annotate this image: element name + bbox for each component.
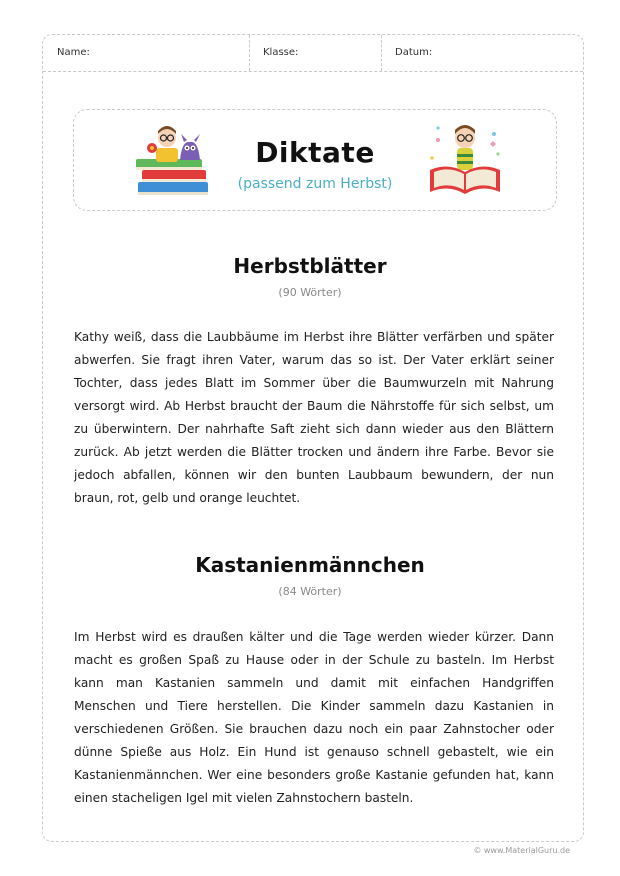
word-count-herbstblaetter: (90 Wörter) [278, 286, 342, 299]
section-heading-herbstblaetter: Herbstblätter [233, 254, 387, 278]
footer-copyright: © www.MaterialGuru.de [473, 846, 570, 855]
title-box [73, 109, 557, 211]
class-label: Klasse: [263, 47, 299, 58]
page-title: Diktate [255, 136, 375, 169]
date-label: Datum: [395, 47, 433, 58]
name-label: Name: [57, 47, 90, 58]
word-count-kastanienmaennchen: (84 Wörter) [278, 585, 342, 598]
header-divider [249, 35, 250, 71]
header-divider [381, 35, 382, 71]
page-subtitle: (passend zum Herbst) [237, 176, 393, 192]
section-heading-kastanienmaennchen: Kastanienmännchen [195, 553, 425, 577]
kid-reading-book-icon [424, 120, 506, 198]
header-row [43, 35, 583, 72]
dictation-text-herbstblaetter: Kathy weiß, dass die Laubbäume im Herbst ihre Blätter verfärben und später abwerfen. Sie fragt ihren Vater, warum das so ist. Der Vater erklärt seiner Tochter, dass jedes Blatt im Sommer über die Baumwurzeln mit Nahrung versorgt wird. Ab Herbst braucht der Baum die Nährstoffe für sich selbst, um zu überwintern. Der nahrhafte Saft zieht sich dann wieder aus den Blättern zurück. Ab jetzt werden die Blätter trocken und ändern ihre Farbe. Bevor sie jedoch abfallen, können wir den bunten Laubbaum bewundern, der nun braun, rot, gelb und orange leuchtet. [74, 330, 554, 505]
dictation-text-kastanienmaennchen: Im Herbst wird es draußen kälter und die Tage werden wieder kürzer. Dann macht es großen Spaß zu Hause oder in der Schule zu basteln. Im Herbst kann man Kastanien sammeln und damit mit einfachen Handgriffen Menschen und Tiere herstellen. Die Kinder sammeln dazu Kastanien in verschiedenen Größen. Sie brauchen dazu noch ein paar Zahnstocher oder dünne Spieße aus Holz. Ein Hund ist genauso schnell gebastelt, wie ein Kastanienmännchen. Wer eine besonders große Kastanie gefunden hat, kann einen stacheligen Igel mit vielen Zahnstochern basteln. [74, 630, 554, 805]
